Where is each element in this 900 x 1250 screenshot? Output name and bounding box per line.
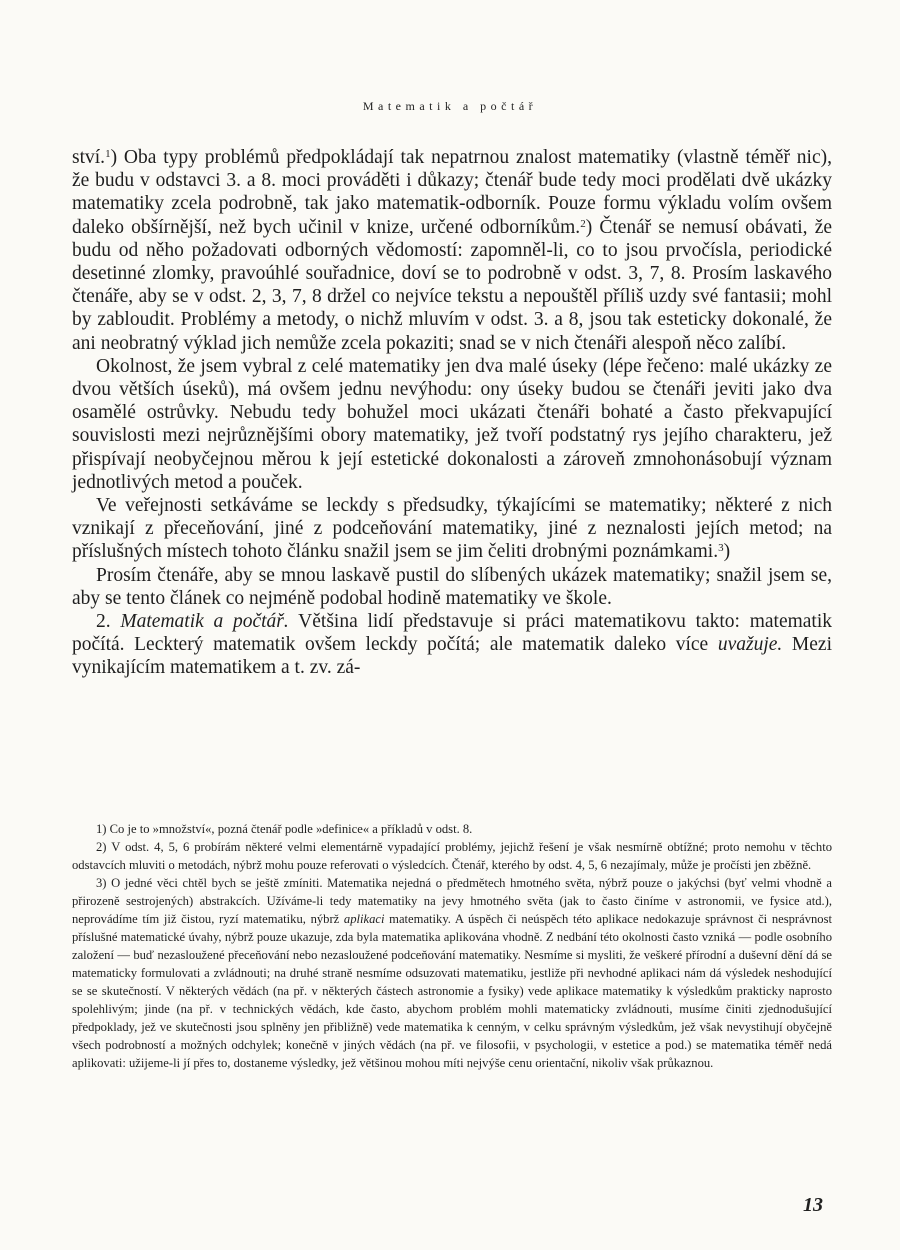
- paragraph: [72, 564, 832, 610]
- footnote: [72, 820, 832, 838]
- text-run: ) Čtenář se nemusí obávati, že budu od něho požadovati odborných vědomostí: zapomněl-li, co to jsou prvočísla, periodické desetinné zlomky, pravoúhlé souřadnice, doví se to podrobně v odst. 3, 7, 8. Prosím laskavého čtenáře, aby se v odst. 2, 3, 7, 8 držel co nejvíce tekstu a nepouštěl příliš uzdy své fantasii; mohl by zabloudit. Problémy a metody, o nichž mluvím v odst. 3. a 8, jsou tak esteticky dokonalé, že ani neobratný výklad jich nemůže zcela pokaziti; snad se v nich čtenáři alespoň něco zalíbí.: [72, 216, 833, 354]
- running-head: Matematik a počtář: [362, 99, 538, 113]
- paragraph: [72, 146, 832, 355]
- text-run: ství.: [72, 147, 106, 168]
- footnotes: [72, 820, 832, 1072]
- footnote-ref: 2: [580, 217, 586, 230]
- text-run: 2) V odst. 4, 5, 6 probírám některé velmi elementárně vypadající problémy, jejichž řešení je však nesmírně obtížné; proto nemohu v těchto odstavcích mluviti o metodách, nýbrž mohu pouze referovati o výsledcích. Čtenář, kterého by odst. 4, 5, 6 nezajímaly, může je pročísti jen zběžně.: [72, 840, 832, 872]
- text-run: Mezi vynikajícím matematikem a t. zv. zá-: [72, 634, 832, 679]
- footnote-ref: 3: [718, 542, 724, 555]
- text-run: 3) O jedné věci chtěl bych se ještě zmíniti. Matematika nejedná o předmětech hmotného světa, nýbrž pouze o jakýchsi (byť velmi vhodně a přirozeně sestrojených) abstrakcích. Užíváme-li tedy matematiky na jevy hmotného světa (jak to často činíme v astronomii, ve fysice atd.), neprovádíme tím již čistou, ryzí matematiku, nýbrž: [72, 876, 832, 926]
- text-run: Prosím čtenáře, aby se mnou laskavě pustil do slíbených ukázek matematiky; snažil jsem se, aby se tento článek co nejméně podobal hodině matematiky ve škole.: [72, 564, 832, 609]
- footnote: [72, 838, 832, 874]
- text-run: Většina lidí představuje si práci matematikovu takto: matematik počítá. Leckterý matematik ovšem leckdy počítá; ale matematik daleko více: [72, 611, 833, 656]
- text-run: aplikaci: [343, 912, 385, 926]
- text-run: matematiky. A úspěch či neúspěch této aplikace nedokazuje správnost či nesprávnost příslušné matematické úvahy, nýbrž pouze ukazuje, zda byla matematika aplikována vhodně. Z nedbání této okolnosti často vzniká — podle osobního založení — buď nezasloužené přeceňování nebo nezasloužené podceňování matematiky. Nesmíme si mysliti, že veškeré přírodní a duševní dění dá se matematicky formulovati a zvládnouti; na druhé straně nesmíme odsuzovati matematiku, jestliže při nevhodné aplikaci nám dá výsledek neshodující se se skutečností. V některých vědách (na př. v některých částech astronomie a fysiky) vede aplikace matematiky k výsledkům prakticky naprosto spolehlivým; jinde (na př. v technických vědách, kde často, abychom problém mohli matematicky zvládnouti, musíme činiti zjednodušující předpoklady, jež ve skutečnosti jsou splněny jen přibližně) vede matematika k cenným, v celku správným výsledkům, jež však nevystihují obyčejně všech podrobností a možných odchylek; konečně v jiných vědách (na př. ve filosofii, v psychologii, v estetice a pod.) se matematika téměř nedá aplikovati: užijeme-li jí přes to, dostaneme výsledky, jež většinou mohou míti nejvýše cenu orientační, nikoliv však průkaznou.: [72, 912, 832, 1070]
- paragraph: [72, 494, 832, 564]
- text-run: 2.: [96, 611, 121, 633]
- text-run: ): [723, 541, 731, 563]
- footnote: [72, 874, 832, 1072]
- paragraph: [72, 610, 832, 680]
- text-run: uvažuje.: [717, 634, 783, 656]
- text-run: Matematik a počtář.: [120, 611, 289, 633]
- body-text: [72, 146, 832, 680]
- paragraph: [72, 355, 832, 494]
- footnote-ref: 1: [105, 148, 111, 160]
- text-run: 1) Co je to »množství«, pozná čtenář podle »definice« a příkladů v odst. 8.: [96, 822, 473, 836]
- text-run: Okolnost, že jsem vybral z celé matematiky jen dva malé úseky (lépe řečeno: malé ukázky ze dvou větších úseků), má ovšem jednu nevýhodu: ony úseky budou se čtenáři jeviti jako dva osamělé ostrůvky. Nebudu tedy bohužel moci ukázati čtenáři bohaté a často překvapující souvislosti mezi nejrůznějšími obory matematiky, jež tvoří podstatný rys jejího charakteru, jež přispívají neobyčejnou měrou k její estetické dokonalosti a zároveň zmnohonásobují význam jednotlivých metod a pouček.: [72, 355, 832, 493]
- page-number: 13: [803, 1194, 823, 1216]
- text-run: Ve veřejnosti setkáváme se leckdy s předsudky, týkajícími se matematiky; některé z nich vznikají z přeceňování, jiné z podceňování matematiky, jiné z neznalosti jejích metod; na příslušných místech tohoto článku snažil jsem se jim čeliti drobnými poznámkami.: [72, 495, 832, 563]
- text-run: ) Oba typy problémů předpokládají tak nepatrnou znalost matematiky (vlastně téměř nic), že budu v odstavci 3. a 8. moci prováděti i důkazy; čtenář bude tedy moci prodělati dvě ukázky matematiky zcela podrobně, tak jako matematik-odborník. Pouze formu výkladu volím ovšem daleko obšírnější, než bych učinil v knize, určené odborníkům.: [72, 147, 832, 238]
